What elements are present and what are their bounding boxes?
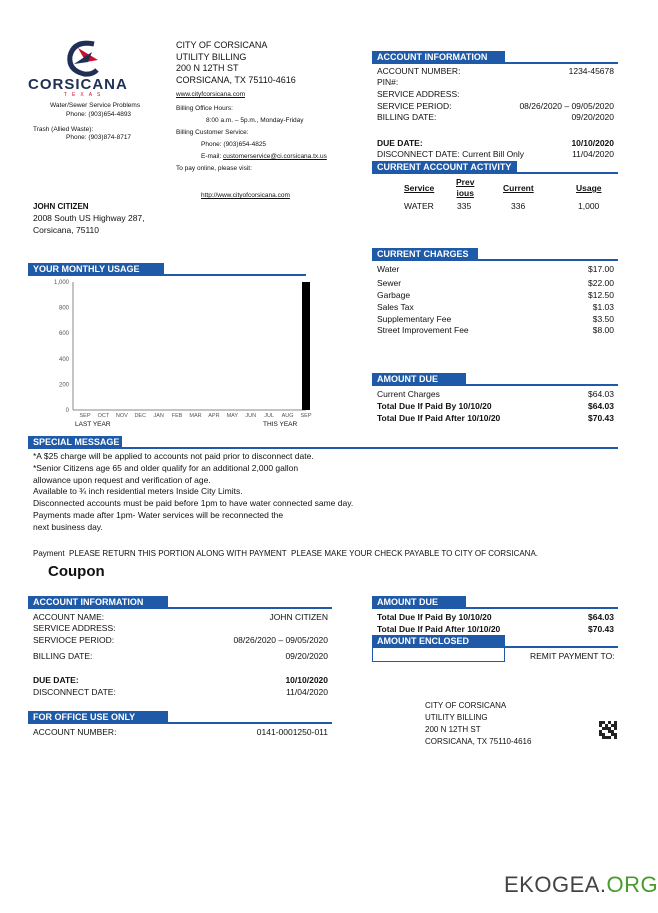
special-line: Available to ¾ inch residential meters Inside City Limits.	[33, 486, 243, 497]
coupon-title: Coupon	[48, 563, 105, 580]
water-problems-phone: Phone: (903)654-4893	[66, 111, 132, 118]
charge-row: Sales Tax $1.03	[377, 302, 614, 312]
activity-col-current: Current	[503, 183, 534, 193]
coupon-billing-value: 09/20/2020	[285, 651, 328, 661]
account-number-value: 1234-45678	[568, 66, 614, 76]
this-year-label: THIS YEAR	[263, 421, 298, 428]
x-tick-label: AUG	[281, 413, 294, 419]
customer-service-label: Billing Customer Service:	[176, 129, 249, 136]
corsicana-logo	[28, 38, 146, 96]
x-tick-label: MAY	[226, 413, 239, 419]
coupon-name-value: JOHN CITIZEN	[269, 612, 328, 622]
customer-addr1: 2008 South US Highway 287,	[33, 213, 145, 223]
email-link[interactable]: customerservice@ci.corsicana.tx.us	[223, 153, 327, 160]
coupon-address-label: SERVICE ADDRESS:	[33, 623, 116, 633]
disconnect-value: 11/04/2020	[572, 149, 614, 159]
charges-header: CURRENT CHARGES	[372, 248, 478, 261]
account-number-label: ACCOUNT NUMBER:	[377, 66, 461, 76]
trash-label: Trash (Allied Waste):	[33, 126, 94, 133]
usage-bar	[302, 282, 310, 410]
usage-header: YOUR MONTHLY USAGE	[28, 263, 164, 276]
service-phone: Phone: (903)654-4825	[201, 141, 267, 148]
total-after-value: $70.43	[588, 413, 614, 423]
org-addr2: CORSICANA, TX 75110-4616	[176, 74, 296, 85]
qr-code-icon	[599, 721, 617, 739]
watermark: EKOGEA.ORG	[504, 872, 658, 897]
y-tick-label: 200	[58, 382, 69, 389]
x-tick-label: NOV	[115, 413, 128, 419]
coupon-disconnect-value: 11/04/2020	[286, 687, 328, 697]
service-address-label: SERVICE ADDRESS:	[377, 89, 460, 99]
x-tick-label: JAN	[153, 413, 164, 419]
payment-instruction: Payment PLEASE RETURN THIS PORTION ALONG WITH PAYMENT PLEASE MAKE YOUR CHECK PAYABLE TO CITY OF CORSICANA.	[33, 549, 539, 558]
activity-col-service: Service	[404, 183, 435, 193]
current-charges-label: Current Charges	[377, 389, 440, 399]
x-tick-label: OCT	[97, 413, 110, 419]
coupon-period-label: SERVIOCE PERIOD:	[33, 635, 115, 645]
x-tick-label: FEB	[171, 413, 183, 419]
customer-name: JOHN CITIZEN	[33, 202, 89, 211]
x-tick-label: SEP	[300, 413, 312, 419]
y-tick-label: 1,000	[53, 280, 69, 286]
x-tick-label: APR	[208, 413, 220, 419]
activity-header: CURRENT ACCOUNT ACTIVITY	[372, 161, 517, 174]
x-tick-label: DEC	[134, 413, 147, 419]
special-line: Payments made after 1pm- Water services will be reconnected the	[33, 509, 284, 520]
activity-col-previous: Prev ious	[456, 177, 475, 198]
x-tick-label: SEP	[79, 413, 91, 419]
hours-label: Billing Office Hours:	[176, 105, 233, 112]
y-tick-label: 0	[65, 408, 69, 414]
customer-addr2: Corsicana, 75110	[33, 225, 99, 235]
logo-name: CORSICANA	[28, 76, 128, 93]
y-tick-label: 600	[58, 331, 69, 338]
water-problems-label: Water/Sewer Service Problems	[50, 102, 141, 109]
special-message-body	[33, 451, 353, 534]
amount-enclosed-header: AMOUNT ENCLOSED	[372, 635, 505, 648]
x-tick-label: JUL	[264, 413, 275, 419]
billing-date-label: BILLING DATE:	[377, 112, 437, 122]
email-label: E-mail:	[201, 153, 222, 160]
account-info-header: ACCOUNT INFORMATION	[372, 51, 505, 64]
activity-current: 336	[511, 201, 526, 211]
office-use-header: FOR OFFICE USE ONLY	[28, 711, 168, 724]
coupon-after-label: Total Due If Paid After 10/10/20	[377, 624, 501, 634]
activity-previous: 335	[457, 201, 472, 211]
billing-date-value: 09/20/2020	[571, 112, 614, 122]
org-website-link[interactable]: www.cityfcorsicana.com	[176, 91, 245, 98]
total-by-value: $64.03	[588, 401, 614, 411]
org-name2: UTILITY BILLING	[176, 51, 247, 62]
charge-row: Street Improvement Fee $8.00	[377, 325, 614, 335]
coupon-due-value: 10/10/2020	[285, 675, 328, 685]
special-line: allowance upon request and verification of age.	[33, 474, 211, 485]
office-acct-value: 0141-0001250-011	[256, 727, 328, 737]
org-name1: CITY OF CORSICANA	[176, 40, 268, 50]
logo-mark-icon	[64, 38, 104, 78]
special-message-header: SPECIAL MESSAGE	[28, 436, 122, 449]
charge-row: Garbage $12.50	[377, 290, 614, 300]
coupon-disconnect-label: DISCONNECT DATE:	[33, 687, 116, 697]
due-date-label: DUE DATE:	[377, 138, 423, 148]
pay-online-link[interactable]: http://www.cityofcorsicana.com	[201, 192, 290, 199]
x-tick-label: MAR	[189, 413, 202, 419]
coupon-by-label: Total Due If Paid By 10/10/20	[377, 612, 492, 622]
charge-row: Water $17.00	[377, 264, 614, 274]
activity-usage: 1,000	[578, 201, 600, 211]
due-date-value: 10/10/2020	[571, 138, 614, 148]
pay-online-label: To pay online, please visit:	[176, 165, 252, 172]
special-line: *A $25 charge will be applied to accounts not paid prior to disconnect date.	[33, 451, 314, 461]
trash-phone: Phone: (903)874-8717	[66, 134, 132, 141]
special-line: *Senior Citizens age 65 and older qualify for an additional 2,000 gallon	[33, 462, 299, 473]
charge-row: Supplementary Fee $3.50	[377, 314, 614, 324]
hours-text: 8:00 a.m. – 5p.m., Monday-Friday	[206, 117, 304, 124]
activity-col-usage: Usage	[576, 183, 602, 193]
coupon-due-label: DUE DATE:	[33, 675, 79, 685]
logo-sub: TEXAS	[64, 92, 106, 98]
coupon-billing-label: BILLING DATE:	[33, 651, 93, 661]
total-by-label: Total Due If Paid By 10/10/20	[377, 401, 492, 411]
remit-label: REMIT PAYMENT TO:	[530, 651, 615, 661]
coupon-by-value: $64.03	[588, 612, 614, 622]
coupon-due-header: AMOUNT DUE	[372, 596, 466, 609]
amount-due-header: AMOUNT DUE	[372, 373, 466, 386]
coupon-after-value: $70.43	[588, 624, 614, 634]
special-line: next business day.	[33, 521, 103, 532]
coupon-account-header: ACCOUNT INFORMATION	[28, 596, 168, 609]
activity-service: WATER	[404, 201, 434, 211]
y-tick-label: 800	[58, 305, 69, 312]
service-period-value: 08/26/2020 – 09/05/2020	[519, 101, 614, 111]
special-line: Disconnected accounts must be paid before 1pm to have water connected same day.	[33, 498, 354, 509]
charge-row: Sewer $22.00	[377, 278, 614, 288]
remit-address: CITY OF CORSICANA UTILITY BILLING 200 N 12TH ST CORSICANA, TX 75110-4616	[425, 701, 532, 746]
current-charges-value: $64.03	[588, 389, 614, 399]
x-tick-label: JUN	[245, 413, 257, 419]
coupon-name-label: ACCOUNT NAME:	[33, 612, 105, 622]
org-addr1: 200 N 12TH ST	[176, 63, 239, 73]
pin-label: PIN#:	[377, 77, 399, 87]
last-year-label: LAST YEAR	[75, 421, 111, 428]
office-acct-label: ACCOUNT NUMBER:	[33, 727, 117, 737]
total-after-label: Total Due If Paid After 10/10/20	[377, 413, 501, 423]
disconnect-label: DISCONNECT DATE: Current Bill Only	[377, 149, 525, 159]
usage-chart	[28, 276, 318, 432]
coupon-period-value: 08/26/2020 – 09/05/2020	[233, 635, 328, 645]
y-tick-label: 400	[58, 356, 69, 363]
service-period-label: SERVICE PERIOD:	[377, 101, 452, 111]
amount-enclosed-input[interactable]	[372, 648, 505, 662]
